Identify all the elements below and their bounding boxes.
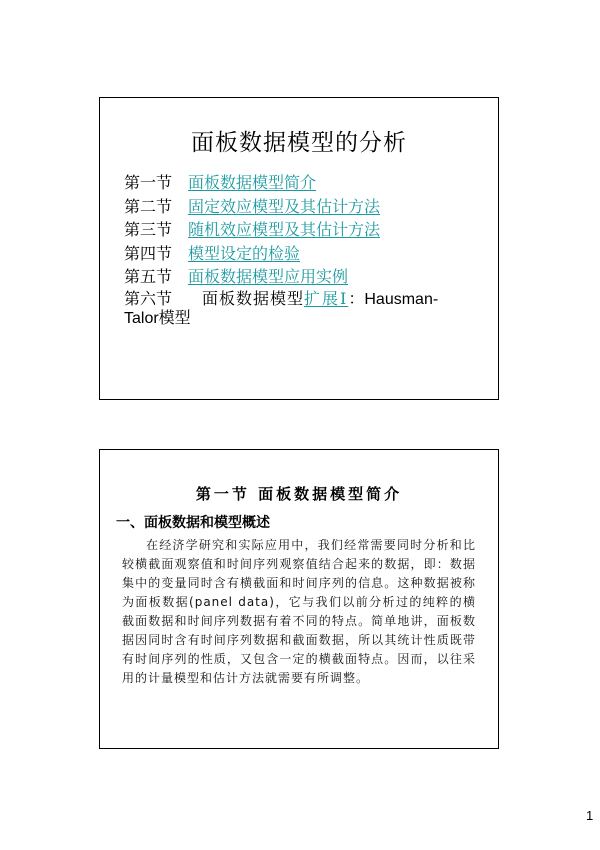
toc-section-number: 第三节 — [124, 220, 173, 239]
toc-section-6-suffix: Hausman- — [364, 291, 439, 308]
slide-2-title: 第一节 面板数据模型简介 — [195, 485, 403, 503]
toc-link-section-5[interactable]: 面板数据模型应用实例 — [188, 267, 349, 286]
toc-section-number: 第六节 — [124, 289, 173, 308]
slide-1 — [99, 97, 499, 400]
toc-link-section-6[interactable]: 扩展Ⅰ — [304, 289, 349, 308]
toc-section-6-suffix-continued: Talor模型 — [124, 310, 191, 327]
toc-link-section-1[interactable]: 面板数据模型简介 — [188, 173, 317, 192]
page-number: 1 — [586, 808, 594, 823]
toc-section-number: 第五节 — [124, 267, 173, 286]
table-of-contents — [124, 170, 484, 288]
toc-section-number: 第四节 — [124, 243, 173, 263]
toc-link-section-2[interactable]: 固定效应模型及其估计方法 — [188, 196, 381, 216]
toc-item — [124, 194, 484, 218]
toc-item — [124, 264, 484, 288]
toc-item — [124, 241, 484, 265]
toc-item-section-6 — [124, 289, 484, 328]
toc-item — [124, 217, 484, 241]
toc-item — [124, 170, 484, 194]
toc-section-6-prefix: 面板数据模型 — [202, 289, 305, 308]
toc-section-6-colon: ： — [348, 289, 365, 308]
slide-1-title: 面板数据模型的分析 — [191, 130, 407, 156]
toc-section-number: 第二节 — [124, 196, 173, 216]
toc-link-section-3[interactable]: 随机效应模型及其估计方法 — [188, 220, 381, 239]
section-heading: 一、面板数据和模型概述 — [116, 515, 270, 531]
slide-2 — [99, 449, 499, 749]
body-paragraph: 在经济学研究和实际应用中，我们经常需要同时分析和比较横截面观察值和时间序列观察值结合起来的数据，即：数据集中的变量同时含有横截面和时间序列的信息。这种数据被称为面板数据(panel data)，它与我们以前分析过的纯粹的横截面数据和时间序列数据有着不同的特点。简单地讲，面板数据因同时含有时间序列数据和截面数据，所以其统计性质既带有时间序列的性质，又包含一定的横截面特点。因而，以往采用的计量模型和估计方法就需要有所调整。 — [122, 538, 476, 685]
toc-link-section-4[interactable]: 模型设定的检验 — [188, 243, 301, 263]
toc-section-number: 第一节 — [124, 173, 173, 192]
